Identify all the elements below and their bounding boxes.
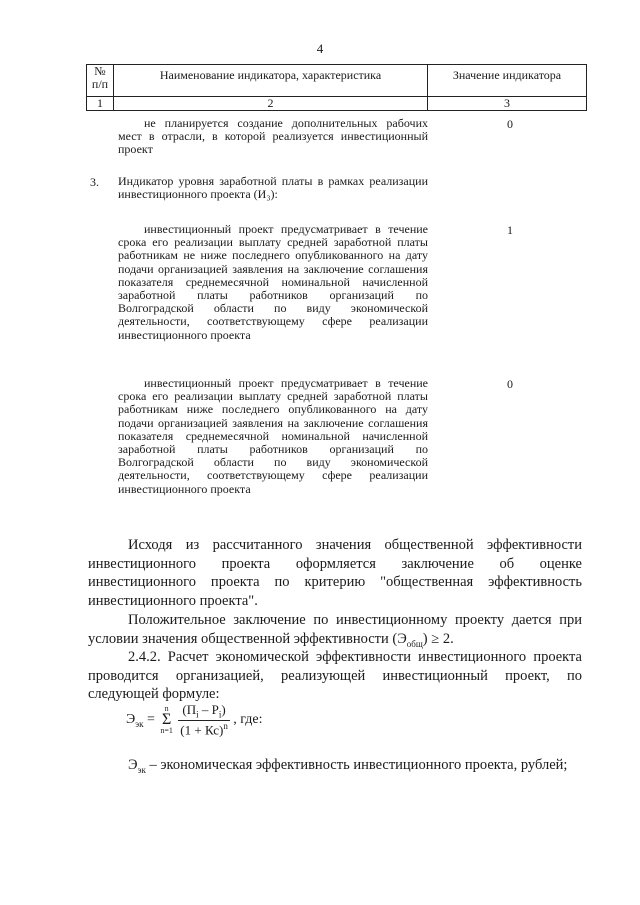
- sum-icon: n Σ n=1: [160, 703, 173, 735]
- paragraph-positive-conclusion: Положительное заключение по инвестиционному проекту дается при условии значения общественной эффективности $(Э_{общ}) \ge 2$.: [88, 612, 582, 649]
- column-number-1: 1: [87, 97, 114, 111]
- indicator-number: 3.: [90, 175, 99, 189]
- header-value: Значение индикатора: [428, 65, 587, 97]
- formula-fraction: $\frac{(П_i - Р_i)}{(1 + Кс)^n}$: [180, 702, 228, 737]
- table-row-value: 0: [507, 117, 513, 131]
- header-name: Наименование индикатора, характеристика: [114, 65, 428, 97]
- table-row-value: 0: [507, 377, 513, 391]
- indicator-table-header: [86, 64, 587, 111]
- page-number: 4: [316, 41, 324, 56]
- paragraph-economic-efficiency: 2.4.2. Расчет экономической эффективности инвестиционного проекта проводится организацией, реализующей инвестиционный проект, по следующей формуле:: [88, 649, 582, 703]
- column-number-2: 2: [114, 97, 428, 111]
- table-row-text: не планируется создание дополнительных рабочих мест в отрасли, в которой реализуется инвестиционный проект: [118, 116, 428, 157]
- table-row-text: инвестиционный проект предусматривает в течение срока его реализации выплату средней заработной платы работникам не ниже последнего опубликованного на дату подачи организацией заявления на заключение соглашения показателя среднемесячной номинальной начисленной заработной платы работников организаций по Волгоградской области по виду экономической деятельности, соответствующему сфере реализации инвестиционного проекта: [118, 222, 428, 342]
- efficiency-formula: $Э_{эк}$ = n Σ n=1 $\frac{(П_i - Р_i)}{(1 + Кс)^n}$ , где:: [126, 702, 263, 737]
- definition-economic-efficiency: $Э_{эк}$ – экономическая эффективность инвестиционного проекта, рублей;: [128, 757, 568, 775]
- header-number: № п/п: [87, 65, 114, 97]
- paragraph-conclusion: Исходя из рассчитанного значения общественной эффективности инвестиционного проекта оформляется заключение об оценке инвестиционного проекта по критерию "общественная эффективность инвестиционного проекта".: [88, 537, 582, 609]
- table-row-value: 1: [507, 223, 513, 237]
- column-number-3: 3: [428, 97, 587, 111]
- indicator-title: Индикатор уровня заработной платы в рамках реализации инвестиционного проекта (И₃):: [118, 174, 428, 202]
- table-row-text: инвестиционный проект предусматривает в течение срока его реализации выплату средней заработной платы работникам ниже последнего опубликованного на дату подачи организацией заявления на заключение соглашения показателя среднемесячной номинальной начисленной заработной платы работников организаций по Волгоградской области по виду экономической деятельности, соответствующему сфере реализации инвестиционного проекта: [118, 376, 428, 496]
